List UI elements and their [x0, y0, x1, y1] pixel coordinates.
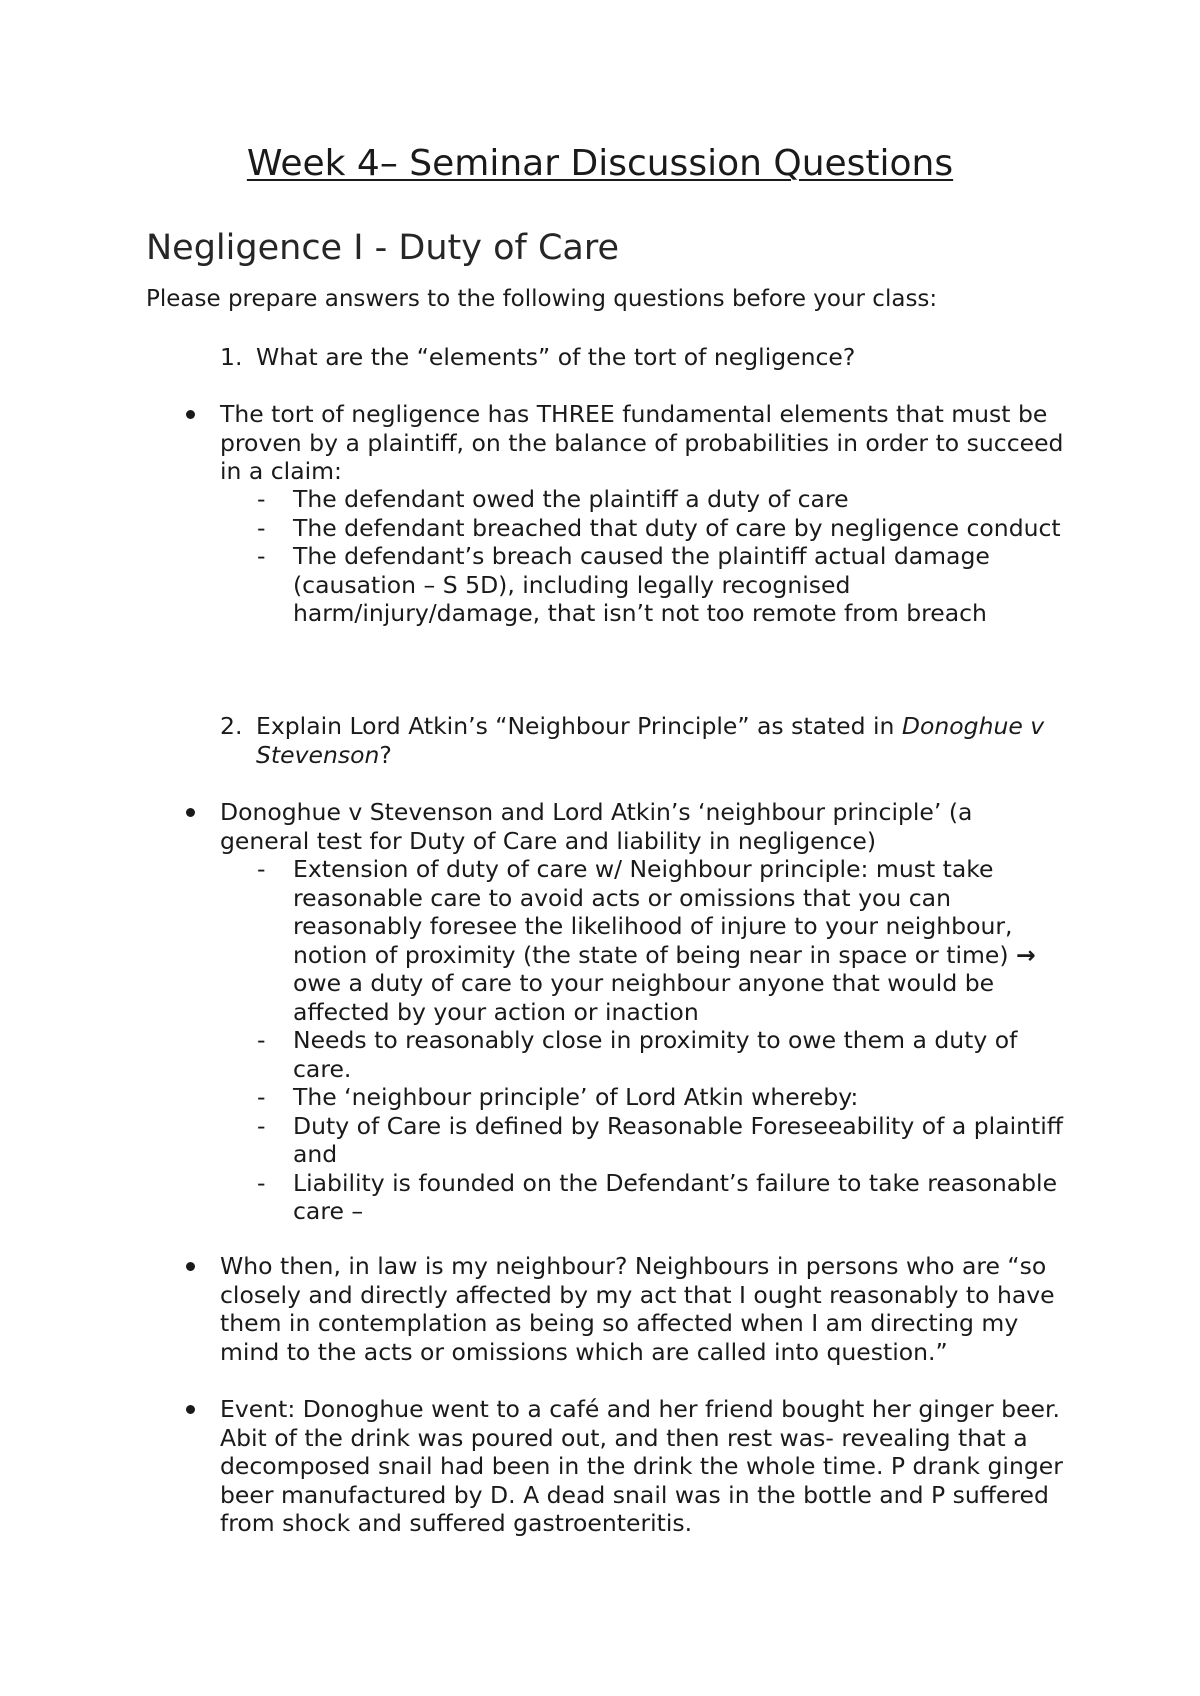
section-heading: Negligence I - Duty of Care	[146, 228, 620, 268]
answer-2-bullet	[186, 798, 1066, 855]
answer-1-elements-list	[257, 485, 1067, 628]
list-item	[257, 1169, 1067, 1226]
document-title: Week 4– Seminar Discussion Questions	[246, 143, 954, 184]
list-item-text-part: Extension of duty of care w/ Neighbour principle: must take reasonable care to avoid acts or omissions that you can reasonably foresee the likelihood of injure to your neighbour, notion of proximity (the state of being near in space or time)	[293, 855, 1016, 969]
bullet-icon	[186, 1405, 195, 1414]
list-item	[257, 1112, 1067, 1169]
bullet-icon	[186, 808, 195, 817]
bullet-text: Who then, in law is my neighbour? Neighbours in persons who are “so closely and directly affected by my act that I ought reasonably to have them in contemplation as being so affected when I am directing my mind to the acts or omissions which are called into question.”	[220, 1252, 1055, 1366]
dash-marker: -	[257, 1026, 266, 1054]
event-bullet	[186, 1395, 1066, 1538]
arrow-right-icon: →	[1015, 940, 1036, 969]
bullet-icon	[186, 410, 195, 419]
dash-marker: -	[257, 513, 266, 542]
question-number: 2.	[220, 712, 243, 740]
list-item-text: The ‘neighbour principle’ of Lord Atkin whereby:	[293, 1083, 859, 1111]
question-text-part: ?	[379, 741, 392, 769]
question-number: 1.	[220, 343, 243, 371]
list-item-text: The defendant breached that duty of care by negligence conduct	[293, 513, 1061, 542]
bullet-icon	[186, 1262, 195, 1271]
list-item	[257, 514, 1067, 543]
list-item-text: Needs to reasonably close in proximity to owe them a duty of care.	[293, 1026, 1018, 1083]
list-item	[257, 1083, 1067, 1112]
dash-marker: -	[257, 485, 266, 513]
list-item-text: The defendant owed the plaintiff a duty of care	[293, 485, 849, 513]
dash-marker: -	[257, 1083, 266, 1111]
question-1	[220, 343, 1070, 372]
dash-marker: -	[257, 1111, 266, 1140]
list-item	[257, 485, 1067, 514]
list-item	[257, 855, 1067, 1026]
dash-marker: -	[257, 542, 266, 570]
list-item-text: Duty of Care is defined by Reasonable Foreseeability of a plaintiff and	[293, 1111, 1063, 1168]
bullet-text: Donoghue v Stevenson and Lord Atkin’s ‘neighbour principle’ (a general test for Duty of Care and liability in negligence)	[220, 798, 973, 855]
dash-marker: -	[257, 855, 266, 883]
question-text-part: Explain Lord Atkin’s “Neighbour Principle” as stated in	[256, 712, 902, 740]
list-item-text-part: owe a duty of care to your neighbour anyone that would be affected by your action or inaction	[293, 969, 995, 1026]
list-item-text: Liability is founded on the Defendant’s failure to take reasonable care –	[293, 1168, 1058, 1225]
dash-marker: -	[257, 1168, 266, 1197]
neighbour-definition-bullet	[186, 1252, 1066, 1366]
bullet-text: The tort of negligence has THREE fundamental elements that must be proven by a plaintiff, on the balance of probabilities in order to succeed in a claim:	[220, 400, 1064, 485]
question-2	[220, 712, 1070, 770]
question-text	[220, 712, 1070, 770]
list-item-text	[293, 855, 1036, 1026]
intro-text: Please prepare answers to the following questions before your class:	[146, 286, 938, 312]
answer-1-bullet	[186, 400, 1066, 486]
question-text: What are the “elements” of the tort of negligence?	[256, 343, 856, 371]
answer-2-principle-list	[257, 855, 1067, 1226]
bullet-text: Event: Donoghue went to a café and her friend bought her ginger beer. Abit of the drink was poured out, and then rest was- revealing that a decomposed snail had been in the drink the whole time. P drank ginger beer manufactured by D. A dead snail was in the bottle and P suffered from shock and suffered gastroenteritis.	[220, 1395, 1063, 1537]
list-item-text: The defendant’s breach caused the plaintiff actual damage (causation – S 5D), including legally recognised harm/injury/damage, that isn’t not too remote from breach	[293, 542, 990, 627]
list-item	[257, 1026, 1067, 1083]
list-item	[257, 542, 1067, 628]
case-name: Donoghue v Stevenson	[256, 712, 1045, 769]
